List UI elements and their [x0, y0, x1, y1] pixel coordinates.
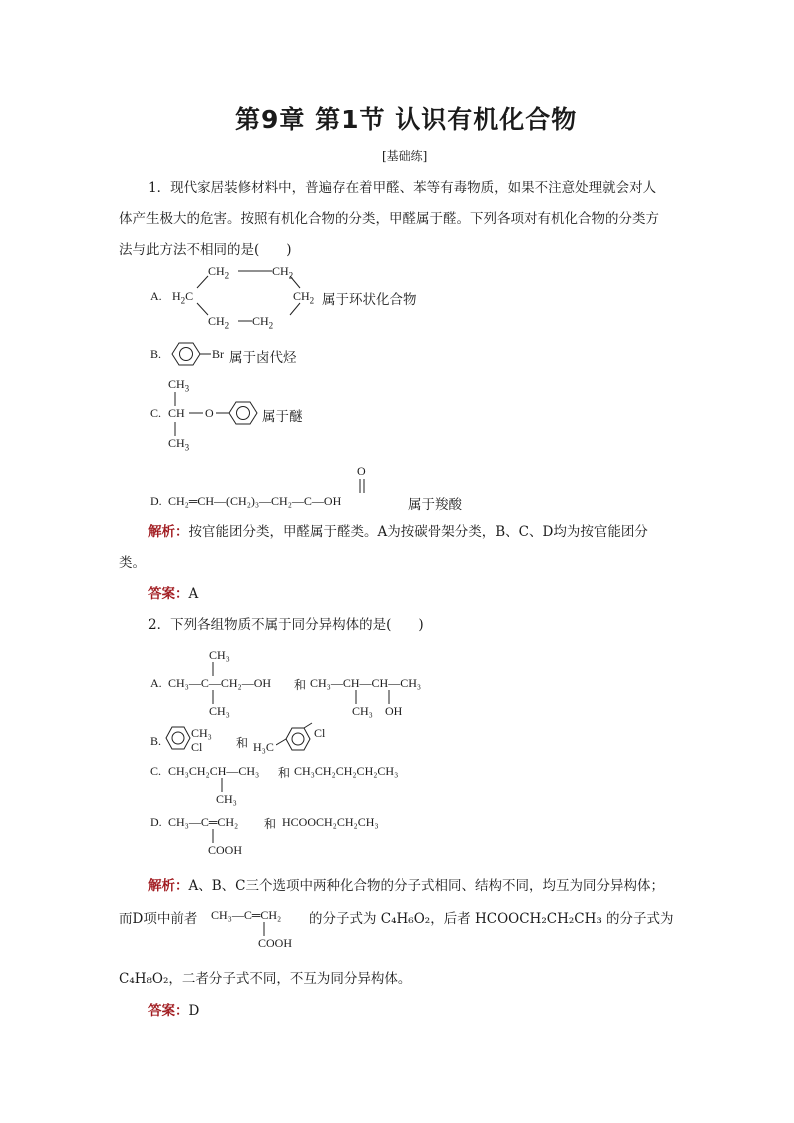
q1-d-formula: CH₂═CH—(CH₂)₃—CH₂—C—OH — [168, 494, 342, 508]
q2-option-a-label: A. — [150, 676, 162, 690]
q2-analysis-line1: 解析：A、B、C三个选项中两种化合物的分子式相同、结构不同，均互为同分异构体； — [148, 878, 664, 894]
q2-a-and: 和 — [294, 678, 307, 692]
q1-b-br: Br — [212, 347, 224, 361]
q1-option-d-label: D. — [150, 494, 162, 508]
q2-b-ch3: CH₃ — [191, 726, 212, 740]
q1-a-ch2-bottom-right: $CH_2$ — [252, 314, 274, 331]
q1-stem-line1: 1．现代家居装修材料中，普遍存在着甲醛、苯等有毒物质，如果不注意处理就会对人 — [148, 180, 657, 196]
q1-stem-line3: 法与此方法不相同的是( ) — [119, 242, 292, 258]
q1-a-ch2-top-right: $CH_2$ — [272, 264, 294, 281]
q1-c-ch3-bottom: $CH_3$ — [168, 436, 190, 453]
q2-a-oh: OH — [385, 704, 403, 718]
q2-c-formula2: CH₃CH₂CH₂CH₂CH₃ — [294, 764, 399, 778]
q2-a-formula1: CH₃—C—CH₂—OH — [168, 676, 272, 690]
q2-a-formula2: CH₃—CH—CH—CH₃ — [310, 676, 422, 690]
q2-d-cooh: COOH — [208, 843, 243, 857]
q1-option-b-label: B. — [150, 347, 162, 361]
q1-option-a-label: A. — [150, 289, 162, 303]
q1-option-d-text: 属于羧酸 — [408, 497, 462, 513]
q1-answer: 答案：A — [148, 586, 199, 602]
q2-option-c-label: C. — [150, 764, 162, 778]
q1-c-ch: CH — [168, 406, 185, 420]
q2-c-formula: CH₃CH₂CH—CH₃ — [168, 764, 260, 778]
q1-option-b-text: 属于卤代烃 — [229, 350, 297, 366]
q1-c-o: O — [205, 406, 214, 420]
q2-analysis-cooh: COOH — [258, 936, 293, 950]
q1-analysis-label: 解析： — [148, 524, 189, 540]
q2-d-formula2: HCOOCH₂CH₂CH₃ — [282, 815, 379, 829]
q2-option-b-label: B. — [150, 734, 162, 748]
page-title: 第9章 第1节 认识有机化合物 — [235, 105, 578, 134]
q2-stem: 2．下列各组物质不属于同分异构体的是( ) — [148, 617, 424, 633]
q2-analysis-label: 解析： — [148, 878, 189, 894]
q1-c-ch3-top: $CH_3$ — [168, 377, 190, 394]
q2-analysis-line2b: 的分子式为 C₄H₆O₂，后者 HCOOCH₂CH₂CH₃ 的分子式为 — [309, 911, 674, 927]
q1-answer-label: 答案： — [148, 586, 189, 602]
q2-b-cl-2: Cl — [314, 726, 326, 740]
q1-a-ch2-right: $CH_2$ — [293, 289, 315, 306]
q1-option-c-label: C. — [150, 406, 162, 420]
q1-d-o: O — [357, 464, 366, 478]
q2-c-and: 和 — [278, 766, 291, 780]
q2-analysis-line3: C₄H₈O₂，二者分子式不同，不互为同分异构体。 — [119, 971, 412, 987]
q2-option-d-label: D. — [150, 815, 162, 829]
q2-a-ch3-top: CH₃ — [209, 648, 230, 662]
q2-analysis-line2a: 而D项中前者 — [119, 911, 198, 927]
q1-analysis-line2: 类。 — [119, 555, 146, 571]
q2-a-ch3-bottom: CH₃ — [209, 704, 230, 718]
q2-answer: 答案：D — [148, 1003, 200, 1019]
q1-option-a-text: 属于环状化合物 — [322, 292, 417, 308]
q2-c-ch3: CH₃ — [216, 792, 237, 806]
q1-a-ch2-bottom-left: $CH_2$ — [208, 314, 230, 331]
q1-a-ch2-top-left: $CH_2$ — [208, 264, 230, 281]
q2-a-ch3-sub: CH₃ — [352, 704, 373, 718]
q2-d-and: 和 — [264, 817, 277, 831]
q2-b-cl-1: Cl — [191, 740, 203, 754]
q1-stem-line2: 体产生极大的危害。按照有机化合物的分类，甲醛属于醛。下列各项对有机化合物的分类方 — [119, 211, 659, 227]
q2-d-formula: CH₃—C═CH₂ — [168, 815, 239, 829]
q2-b-h3c: H₃C — [253, 740, 274, 754]
q2-answer-label: 答案： — [148, 1003, 189, 1019]
section-label: [基础练] — [382, 149, 428, 163]
q1-option-c-text: 属于醚 — [262, 409, 303, 425]
q1-a-h2c: $H_2C$ — [172, 289, 194, 306]
q2-b-and: 和 — [236, 736, 249, 750]
q1-analysis-line1: 解析：按官能团分类，甲醛属于醛类。A为按碳骨架分类，B、C、D均为按官能团分 — [148, 524, 648, 540]
q2-analysis-formula: CH₃—C═CH₂ — [211, 908, 282, 922]
